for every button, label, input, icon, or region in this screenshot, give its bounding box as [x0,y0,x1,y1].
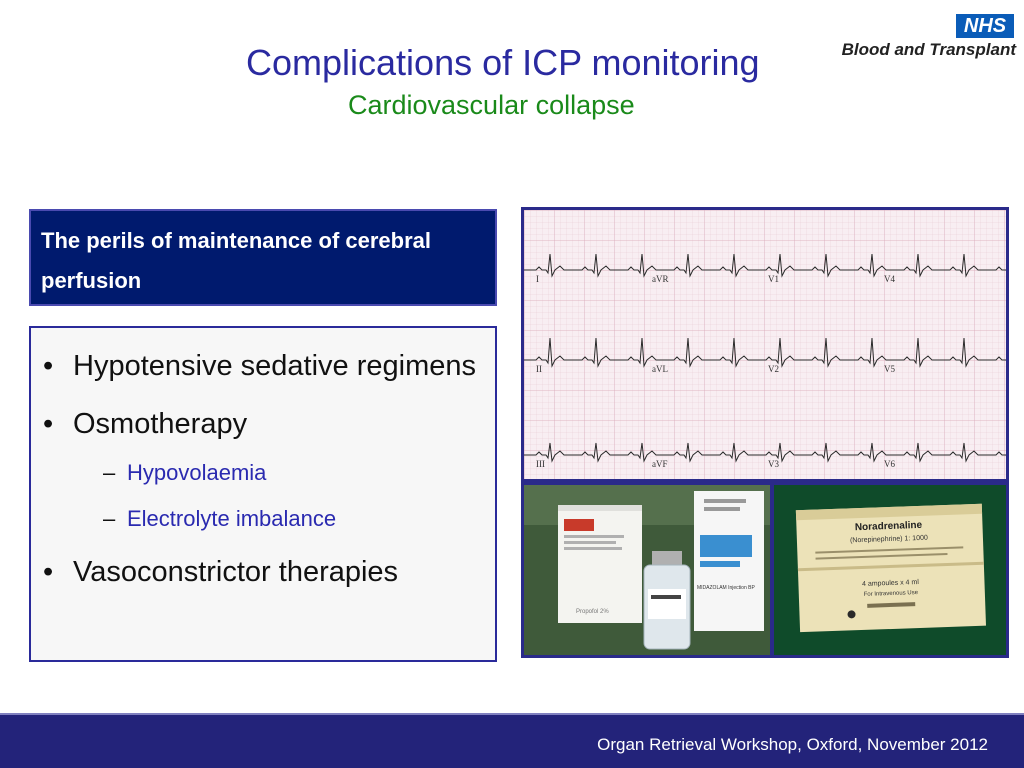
bullet-dash-icon: – [103,506,116,531]
bullet-list [29,326,497,662]
noradrenaline-box-photo [771,482,1009,658]
ecg-lead-label: aVR [652,274,669,284]
box-quantity: 4 ampoules x 4 ml [861,579,919,588]
sub-bullet-item [43,450,485,496]
slide-title: Complications of ICP monitoring [246,42,760,83]
ecg-lead-label: III [536,459,545,469]
sub-bullet-item [43,496,485,542]
ecg-trace [524,210,1006,479]
ecg-lead-label: aVF [652,459,668,469]
box-title: Noradrenaline [854,519,923,534]
box-route: For Intravenous Use [863,590,919,598]
bullet-dot-icon: • [43,350,54,382]
bullet-item [43,548,485,596]
footer-bar [0,713,1024,768]
noradrenaline-box-image [774,485,1006,655]
slide-subtitle: Cardiovascular collapse [348,90,635,120]
nhs-logo [820,14,1020,66]
drug-vials-image [524,485,770,655]
bullet-text: Hypotensive sedative regimens [73,350,476,382]
bullet-dot-icon: • [43,408,54,440]
ecg-lead-label: I [536,274,539,284]
bullet-item [43,400,485,448]
ecg-lead-label: V2 [768,364,779,374]
box-subtitle: (Norepinephrine) 1: 1000 [849,534,928,545]
vial-label-2: MIDAZOLAM Injection BP [697,585,755,591]
ecg-lead-label: aVL [652,364,668,374]
bullet-text: Vasoconstrictor therapies [73,556,399,588]
ecg-lead-label: V1 [768,274,779,284]
nhs-logo-org: Blood and Transplant [841,40,1016,59]
ecg-lead-label: V5 [884,364,895,374]
callout-box [29,209,497,306]
bullet-item [43,342,485,390]
bullet-dot-icon: • [43,556,54,588]
ecg-lead-label: V4 [884,274,895,284]
drug-vials-photo [521,482,773,658]
bullet-text: Osmotherapy [73,408,248,440]
sub-bullet-text: Hypovolaemia [127,460,267,485]
footer-text: Organ Retrieval Workshop, Oxford, November 2012 [597,735,988,754]
sub-bullet-text: Electrolyte imbalance [127,506,337,531]
bullet-dash-icon: – [103,460,116,485]
ecg-image [521,207,1009,482]
vial-label-1: Propofol 2% [576,609,609,615]
ecg-lead-label: V3 [768,459,779,469]
nhs-logo-mark: NHS [956,14,1014,38]
ecg-lead-label: II [536,364,542,374]
ecg-lead-label: V6 [884,459,895,469]
callout-text: The perils of maintenance of cerebral perfusion [41,228,432,293]
